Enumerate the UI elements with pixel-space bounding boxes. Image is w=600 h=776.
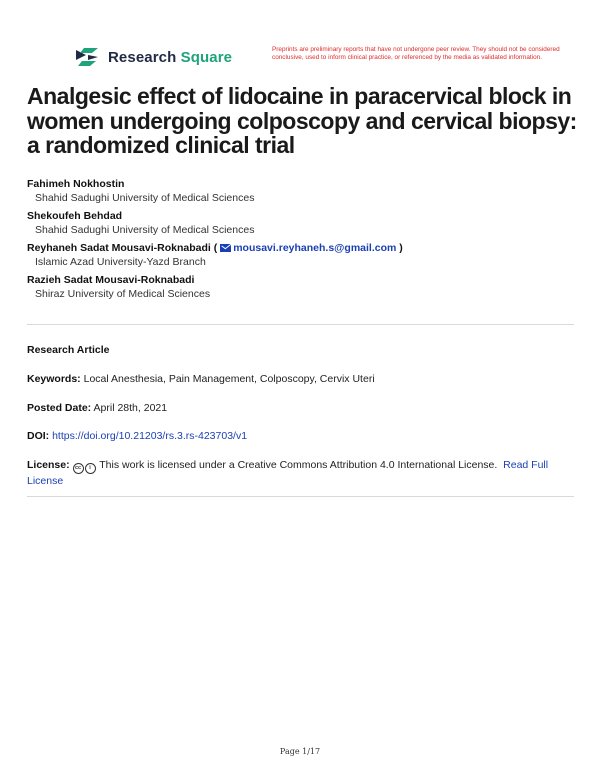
author-entry bbox=[27, 178, 577, 205]
author-entry bbox=[27, 210, 577, 237]
doi-row bbox=[27, 430, 577, 443]
doi-label: DOI: bbox=[27, 430, 50, 442]
logo-wordmark bbox=[108, 49, 232, 66]
read-full-license-link[interactable]: Read Full License bbox=[27, 459, 549, 487]
license-text: This work is licensed under a Creative Commons Attribution 4.0 International License. bbox=[99, 459, 498, 471]
author-affiliation: Shahid Sadughi University of Medical Sciences bbox=[35, 224, 255, 236]
creative-commons-icon: cc bbox=[73, 463, 84, 474]
author-name: Shekoufeh Behdad bbox=[27, 210, 123, 222]
doi-link[interactable]: https://doi.org/10.21203/rs.3.rs-423703/v1 bbox=[52, 430, 248, 442]
keywords-value: Local Anesthesia, Pain Management, Colposcopy, Cervix Uteri bbox=[83, 373, 375, 385]
article-type bbox=[27, 344, 577, 357]
license-label: License: bbox=[27, 459, 70, 471]
divider bbox=[27, 324, 574, 325]
logo-word-research: Research bbox=[108, 48, 177, 66]
preprint-disclaimer: Preprints are preliminary reports that have not undergone peer review. They should not be considered conclusive, used to inform clinical practice, or referenced by the media as validated information. bbox=[272, 46, 560, 61]
page-number: Page 1/17 bbox=[279, 747, 321, 756]
email-wrapper: ( mousavi.reyhaneh.s@gmail.com ) bbox=[213, 242, 403, 254]
research-square-logo-icon bbox=[74, 46, 100, 68]
page-header bbox=[74, 46, 560, 76]
envelope-icon bbox=[220, 244, 231, 252]
posted-date-row bbox=[27, 402, 577, 415]
keywords-row bbox=[27, 373, 577, 386]
author-email-link[interactable]: mousavi.reyhaneh.s@gmail.com bbox=[233, 242, 397, 254]
author-name: Razieh Sadat Mousavi-Roknabadi bbox=[27, 274, 195, 286]
posted-date-value: April 28th, 2021 bbox=[93, 402, 168, 414]
author-entry bbox=[27, 242, 577, 269]
keywords-label: Keywords: bbox=[27, 373, 81, 385]
author-list bbox=[27, 178, 577, 306]
license-row bbox=[27, 458, 567, 489]
logo-word-square: Square bbox=[180, 48, 233, 66]
author-affiliation: Islamic Azad University-Yazd Branch bbox=[35, 256, 206, 268]
article-type-value: Research Article bbox=[27, 344, 110, 356]
author-affiliation: Shahid Sadughi University of Medical Sciences bbox=[35, 192, 255, 204]
author-entry bbox=[27, 274, 577, 301]
author-affiliation: Shiraz University of Medical Sciences bbox=[35, 288, 211, 300]
author-name: Fahimeh Nokhostin bbox=[27, 178, 125, 190]
corresponding-author-line bbox=[27, 242, 577, 255]
attribution-icon: i bbox=[85, 463, 96, 474]
posted-date-label: Posted Date: bbox=[27, 402, 92, 414]
divider bbox=[27, 496, 574, 497]
paper-title: Analgesic effect of lidocaine in paracervical block in women undergoing colposcopy and cervical biopsy: a randomized clinical trial bbox=[27, 83, 577, 158]
research-square-logo[interactable] bbox=[74, 46, 232, 68]
author-name: Reyhaneh Sadat Mousavi-Roknabadi bbox=[27, 242, 211, 254]
